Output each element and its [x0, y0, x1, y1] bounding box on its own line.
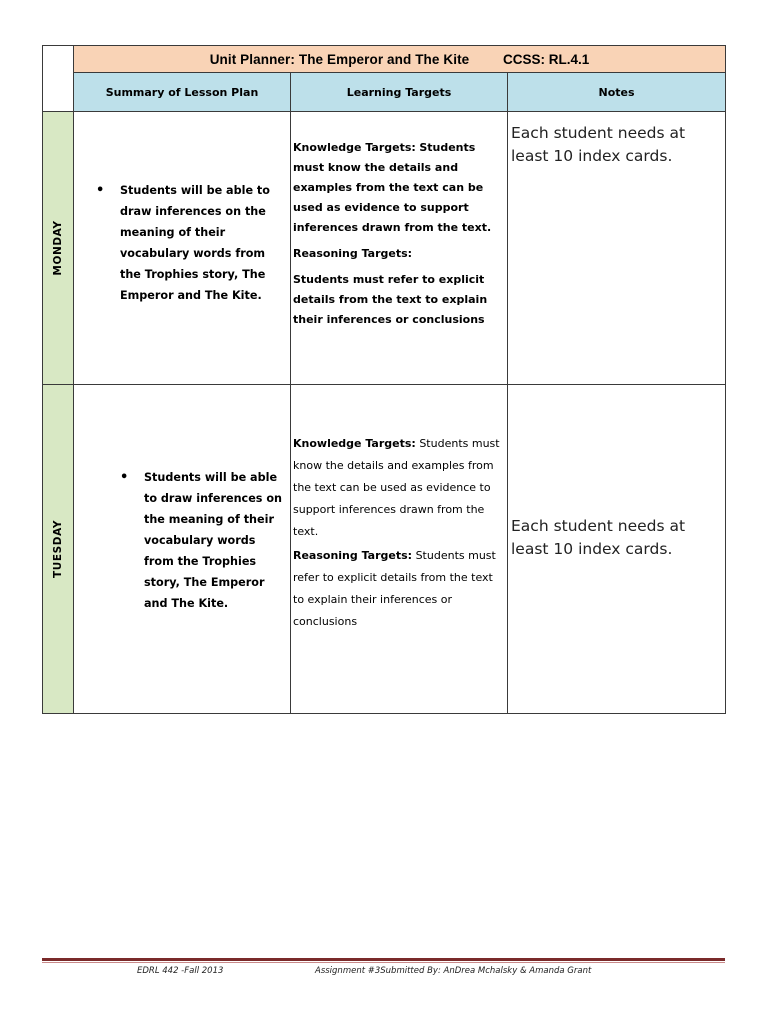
summary-list [120, 180, 286, 306]
knowledge-targets-text: Students must know the details and examples from the text can be used as evidence to support inferences drawn from the text. [293, 141, 492, 234]
knowledge-targets-label: Knowledge Targets: [293, 141, 416, 154]
ccss-standard: CCSS: RL.4.1 [503, 51, 590, 67]
footer-course: EDRL 442 -Fall 2013 [137, 966, 224, 976]
day-cell-tuesday [43, 385, 74, 714]
column-header-targets: Learning Targets [291, 73, 508, 112]
footer-submission: Assignment #3Submitted By: AnDrea Mchalsky & Amanda Grant [315, 966, 592, 976]
table-row-monday [43, 112, 726, 385]
day-cell-monday [43, 112, 74, 385]
column-header-notes: Notes [508, 73, 726, 112]
knowledge-targets-text: Students must know the details and examples from the text can be used as evidence to support inferences drawn from the text. [293, 437, 500, 538]
notes-cell [508, 112, 726, 385]
notes-cell [508, 385, 726, 714]
targets-cell [291, 112, 508, 385]
reasoning-targets-text: Students must refer to explicit details from the text to explain their inferences or conclusions [293, 273, 488, 326]
summary-bullet: • Students will be able to draw inferences on the meaning of their vocabulary words from the Trophies story, The Emperor and The Kite. [144, 467, 286, 614]
table-row-tuesday [43, 385, 726, 714]
column-header-summary: Summary of Lesson Plan [74, 73, 291, 112]
summary-bullet: • Students will be able to draw inferences on the meaning of their vocabulary words from the Trophies story, The Emperor and The Kite. [120, 180, 286, 306]
summary-cell [74, 385, 291, 714]
unit-planner-table [42, 45, 726, 714]
footer-divider-accent [42, 962, 725, 963]
day-label: TUESDAY [52, 519, 64, 579]
summary-list [144, 467, 286, 614]
notes-text: Each student needs at least 10 index cards. [511, 124, 686, 165]
notes-text: Each student needs at least 10 index cards. [511, 517, 686, 558]
knowledge-targets-label: Knowledge Targets: [293, 437, 416, 450]
reasoning-targets-label: Reasoning Targets: [293, 549, 413, 562]
footer-divider [42, 958, 725, 961]
reasoning-targets-text: Students must refer to explicit details from the text to explain their inferences or conclusions [293, 549, 496, 628]
summary-cell [74, 112, 291, 385]
reasoning-targets-label: Reasoning Targets: [293, 247, 413, 260]
planner-title: Unit Planner: The Emperor and The Kite [209, 51, 470, 67]
targets-cell [291, 385, 508, 714]
day-label: MONDAY [52, 220, 64, 276]
planner-title-bar [74, 46, 726, 73]
corner-cell [43, 46, 74, 112]
